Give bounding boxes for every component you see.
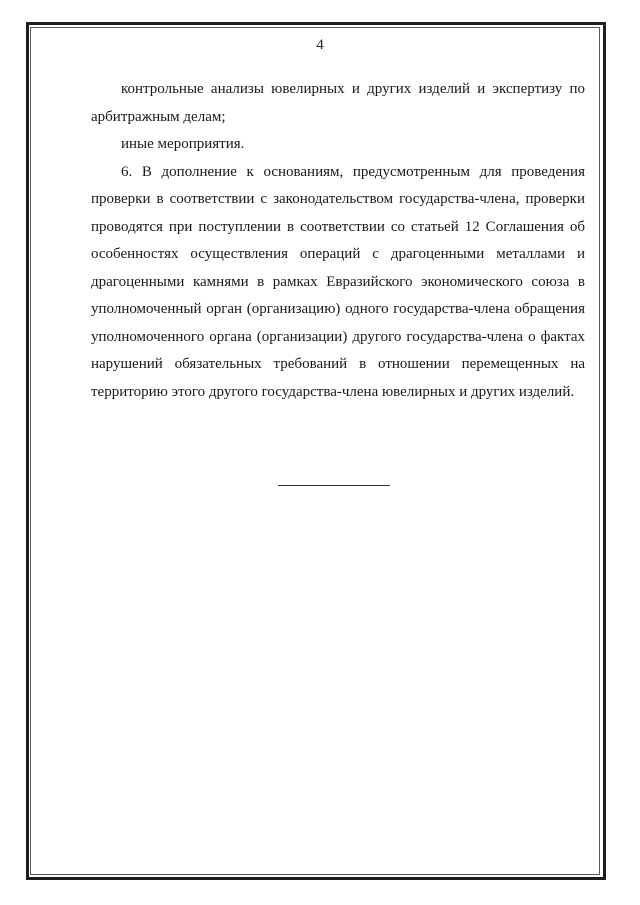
paragraph-control-analyses: контрольные анализы ювелирных и других изделий и экспертизу по арбитражным делам; [91,81,585,125]
end-of-document-line [278,485,390,486]
document-body [91,76,585,406]
paragraph-other-measures: иные мероприятия. [121,136,245,152]
page-number: 4 [316,37,324,53]
paragraph-item-6: 6. В дополнение к основаниям, предусмотренным для проведения проверки в соответствии с законодательством государства-члена, проверки проводятся при поступлении в соответствии со статьей 12 Соглашения об особенностях осуществления операций с драгоценными металлами и драгоценными камнями в рамках Евразийского экономического союза в уполномоченный орган (организацию) одного государства-члена обращения уполномоченного органа (организации) другого государства-члена о фактах нарушений обязательных требований в отношении перемещенных на территорию этого другого государства-члена ювелирных и других изделий. [91,163,585,400]
